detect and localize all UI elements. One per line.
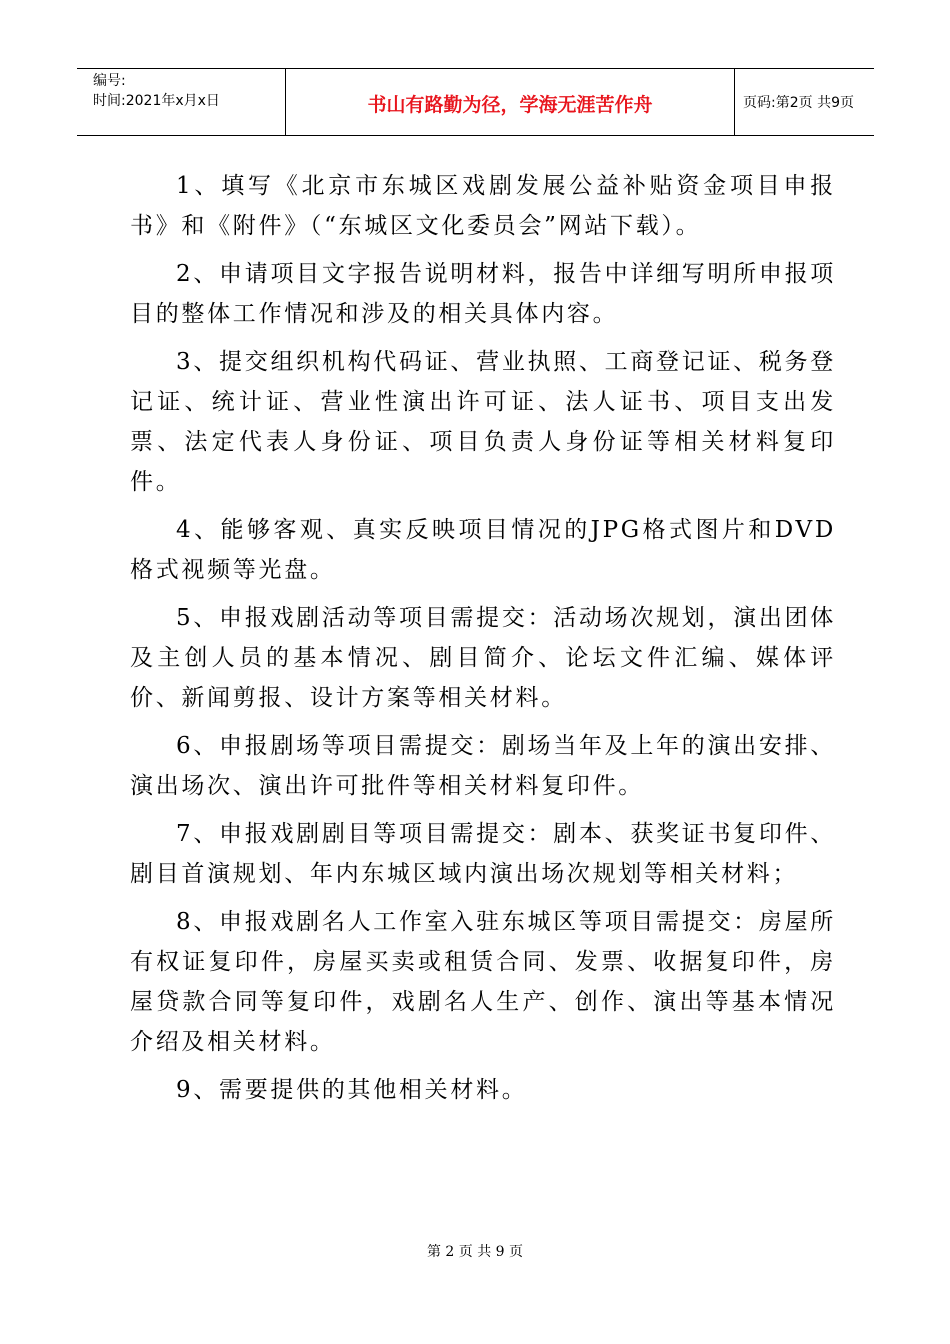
header-page-cell xyxy=(735,69,874,135)
document-body xyxy=(130,166,836,1118)
document-number-label: 编号: xyxy=(93,73,126,89)
requirement-item-5: 5、申报戏剧活动等项目需提交：活动场次规划，演出团体及主创人员的基本情况、剧目简介、论坛文件汇编、媒体评价、新闻剪报、设计方案等相关材料。 xyxy=(130,605,836,711)
requirement-item-8: 8、申报戏剧名人工作室入驻东城区等项目需提交：房屋所有权证复印件，房屋买卖或租赁合同、发票、收据复印件，房屋贷款合同等复印件，戏剧名人生产、创作、演出等基本情况介绍及相关材料。 xyxy=(130,909,836,1055)
header-motto-cell xyxy=(285,69,735,135)
header-motto: 书山有路勤为径，学海无涯苦作舟 xyxy=(367,94,653,116)
requirement-item-4: 4、能够客观、真实反映项目情况的JPG格式图片和DVD格式视频等光盘。 xyxy=(130,517,836,583)
requirement-item-6: 6、申报剧场等项目需提交：剧场当年及上年的演出安排、演出场次、演出许可批件等相关材料复印件。 xyxy=(130,733,836,799)
requirement-item-9: 9、需要提供的其他相关材料。 xyxy=(176,1077,528,1103)
requirement-item-7: 7、申报戏剧剧目等项目需提交：剧本、获奖证书复印件、剧目首演规划、年内东城区域内演出场次规划等相关材料； xyxy=(130,821,836,887)
requirement-item-1: 1、填写《北京市东城区戏剧发展公益补贴资金项目申报书》和《附件》（“东城区文化委员会”网站下载）。 xyxy=(130,173,836,239)
page-footer: 第 2 页 共 9 页 xyxy=(426,1244,524,1260)
requirement-item-3: 3、提交组织机构代码证、营业执照、工商登记证、税务登记证、统计证、营业性演出许可证、法人证书、项目支出发票、法定代表人身份证、项目负责人身份证等相关材料复印件。 xyxy=(130,349,836,495)
page-header xyxy=(77,68,874,136)
header-page-number: 页码:第2页 共9页 xyxy=(743,95,854,111)
requirement-item-2: 2、申请项目文字报告说明材料，报告中详细写明所申报项目的整体工作情况和涉及的相关具体内容。 xyxy=(130,261,836,327)
document-date-label: 时间:2021年x月x日 xyxy=(93,93,220,109)
header-info-cell xyxy=(77,69,285,135)
